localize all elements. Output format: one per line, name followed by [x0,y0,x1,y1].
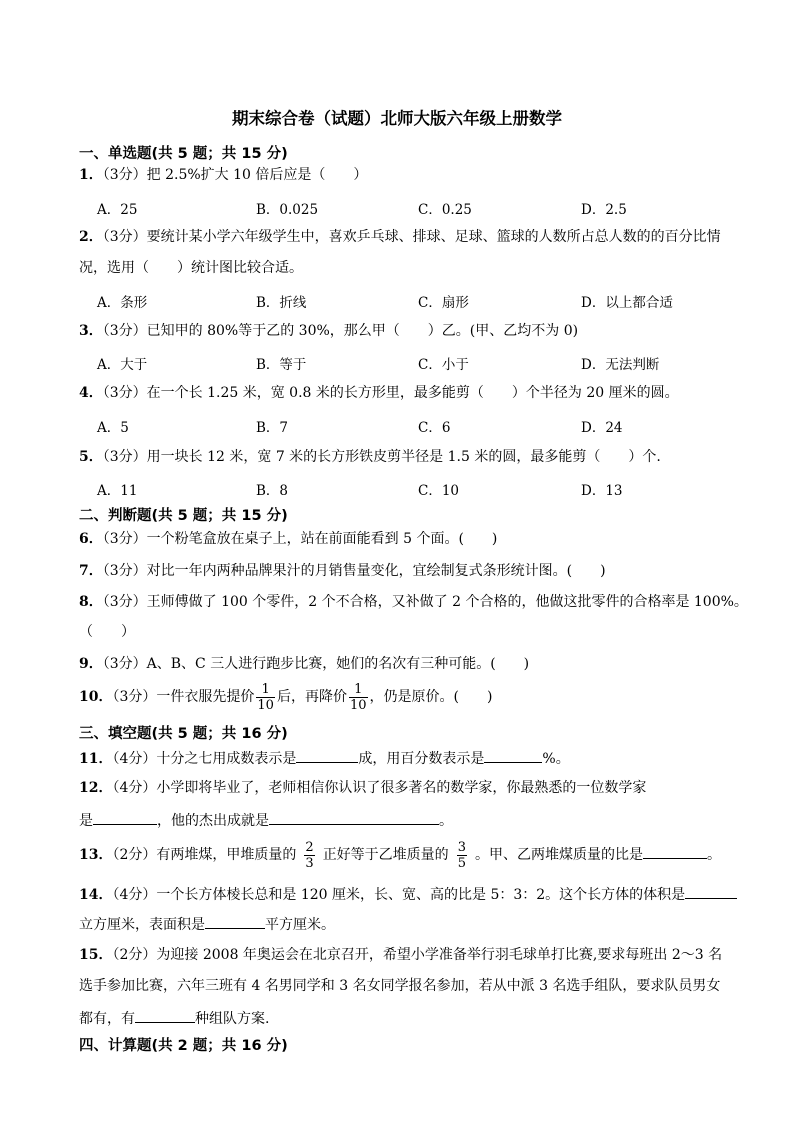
fraction-denominator: 10 [349,697,367,713]
option-c[interactable]: C．小于 [418,357,469,373]
question-number: 1． [79,167,103,183]
option-a[interactable]: A．5 [97,420,129,436]
answer-blank[interactable] [93,810,157,825]
question-text: （3分）用一块长 12 米，宽 7 米的长方形铁皮剪半径是 1.5 米的圆，最多能剪（ ）个. [102,449,661,465]
question-text: 种组队方案. [195,1011,270,1027]
question-text: 。 [439,813,453,829]
question-text: （2分）为迎接 2008 年奥运会在北京召开，希望小学准备举行羽毛球单打比赛,要求每班出 2～3 名 [112,947,723,963]
question-2 [79,228,721,246]
fraction-denominator: 10 [257,697,274,713]
section-heading-single-choice: 一、单选题(共 5 题；共 15 分) [79,146,288,162]
question-text: （3分）一个粉笔盒放在桌子上，站在前面能看到 5 个面。( ) [102,531,498,547]
question-text: （3分）对比一年内两种品牌果汁的月销售量变化，宜绘制复式条形统计图。( ) [102,563,606,579]
option-c[interactable]: C．6 [418,420,451,436]
section-heading-fill-in: 三、填空题(共 5 题；共 16 分) [79,726,288,742]
fraction-denominator: 3 [305,855,314,871]
option-a[interactable]: A．大于 [97,357,148,373]
answer-blank[interactable] [269,810,439,825]
fraction-numerator: 1 [256,682,275,698]
option-d[interactable]: D．24 [581,420,623,436]
fraction [457,840,467,871]
option-a[interactable]: A．11 [97,483,138,499]
question-number: 15． [79,947,113,963]
question-text: （4分）十分之七用成数表示是 [112,751,297,767]
question-text: 平方厘米。 [265,917,335,933]
fraction-numerator: 3 [457,839,466,855]
question-text: 正好等于乙堆质量的 [322,847,449,863]
question-14 [79,884,737,904]
question-number: 8． [79,594,103,610]
question-text: 是 [79,813,93,829]
option-d[interactable]: D．以上都合适 [581,295,673,311]
answer-blank[interactable] [205,914,265,929]
question-10 [79,680,492,714]
question-text: 。 [706,847,721,863]
section-heading-calculation: 四、计算题(共 2 题；共 16 分) [79,1038,288,1054]
fraction [304,840,314,871]
question-number: 7． [79,563,103,579]
question-text: 。甲、乙两堆煤质量的比是 [474,847,643,863]
fraction [256,682,275,713]
question-text: （4分）一个长方体棱长总和是 120 厘米，长、宽、高的比是 5：3：2。这个长方体的体积是 [112,887,686,903]
question-text: 后，再降价 [276,689,347,705]
question-number: 6． [79,531,103,547]
question-text: ，他的杰出成就是 [157,813,269,829]
question-text: （3分）把 2.5%扩大 10 倍后应是（ ） [102,167,368,183]
question-5 [79,448,661,466]
question-15 [79,946,722,964]
question-number: 11． [79,751,113,767]
answer-blank[interactable] [296,748,358,763]
question-11 [79,748,570,768]
question-number: 10． [79,689,113,705]
question-number: 14． [79,887,113,903]
option-b[interactable]: B．折线 [256,295,307,311]
page-title: 期末综合卷（试题）北师大版六年级上册数学 [232,109,562,128]
question-text: （3分）王师傅做了 100 个零件，2 个不合格，又补做了 2 个合格的，他做这批零件的合格率是 100%。 [102,594,748,610]
question-text: %。 [542,751,570,767]
question-text: （3分）已知甲的 80%等于乙的 30%，那么甲（ ）乙。(甲、乙均不为 0) [102,323,579,339]
option-c[interactable]: C．10 [418,483,460,499]
answer-blank[interactable] [685,884,737,899]
question-8-continued: （ ） [79,624,135,640]
fraction-numerator: 2 [305,839,314,855]
question-12 [79,779,646,797]
question-2-continued: 况，选用（ ）统计图比较合适。 [79,260,303,276]
option-b[interactable]: B．7 [256,420,289,436]
question-number: 5． [79,449,103,465]
option-a[interactable]: A．25 [97,202,138,218]
option-c[interactable]: C．0.25 [418,202,472,218]
question-14-continued [79,914,335,934]
question-text: （3分）一件衣服先提价 [112,689,255,705]
question-8 [79,593,748,611]
option-d[interactable]: D．13 [581,483,623,499]
option-b[interactable]: B．0.025 [256,202,319,218]
answer-blank[interactable] [643,844,707,859]
section-heading-true-false: 二、判断题(共 5 题；共 15 分) [79,508,288,524]
question-6 [79,530,497,548]
question-text: 立方厘米，表面积是 [79,917,205,933]
question-7 [79,562,606,580]
option-a[interactable]: A．条形 [97,295,148,311]
question-3 [79,322,578,340]
question-1 [79,166,367,184]
question-15-continued [79,1008,269,1028]
question-13 [79,838,721,872]
question-text: （3分）在一个长 1.25 米，宽 0.8 米的长方形里，最多能剪（ ）个半径为 20 厘米的圆。 [102,385,679,401]
question-number: 12． [79,780,113,796]
question-text: ，仍是原价。( ) [369,689,493,705]
question-text: （3分）要统计某小学六年级学生中，喜欢乒乓球、排球、足球、篮球的人数所占总人数的的百分比情 [102,229,721,245]
option-d[interactable]: D．2.5 [581,202,627,218]
fraction-numerator: 1 [349,682,368,698]
question-9 [79,655,529,673]
fraction [349,682,368,713]
question-text: （3分）A、B、C 三人进行跑步比赛，她们的名次有三种可能。( ) [102,656,530,672]
question-12-continued [79,810,453,830]
option-b[interactable]: B．8 [256,483,289,499]
question-number: 13． [79,847,113,863]
question-15-continued: 选手参加比赛，六年三班有 4 名男同学和 3 名女同学报名参加，若从中派 3 名选手组队，要求队员男女 [79,978,721,994]
question-text: 都有，有 [79,1011,135,1027]
question-number: 2． [79,229,103,245]
question-4 [79,384,679,402]
answer-blank[interactable] [135,1008,195,1023]
fraction-denominator: 5 [457,855,466,871]
option-d[interactable]: D．无法判断 [581,357,660,373]
option-b[interactable]: B．等于 [256,357,307,373]
option-c[interactable]: C．扇形 [418,295,469,311]
question-number: 3． [79,323,103,339]
question-number: 9． [79,656,103,672]
question-text: 成，用百分数表示是 [358,751,485,767]
answer-blank[interactable] [484,748,542,763]
question-text: （4分）小学即将毕业了，老师相信你认识了很多著名的数学家，你最熟悉的一位数学家 [112,780,647,796]
question-number: 4． [79,385,103,401]
question-text: （2分）有两堆煤，甲堆质量的 [112,847,297,863]
